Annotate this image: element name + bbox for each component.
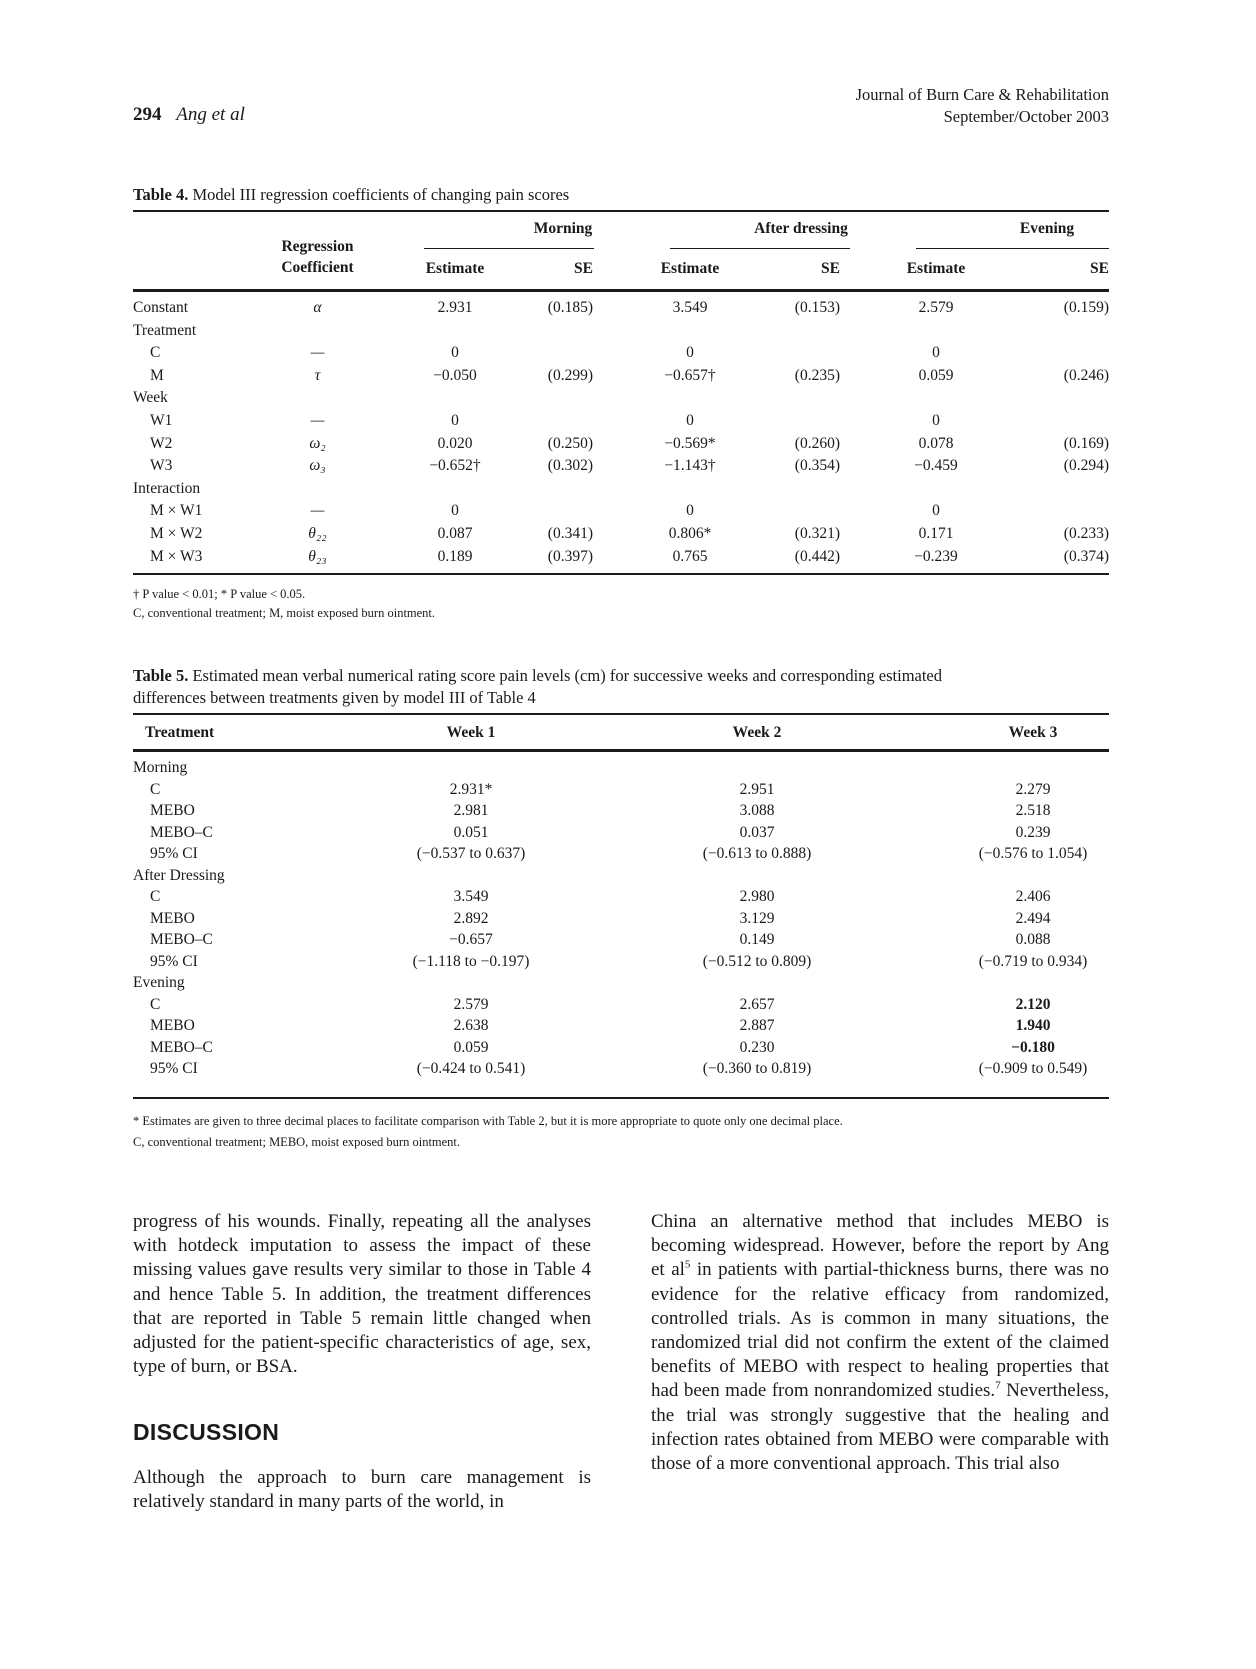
- table4-se-header: SE: [574, 260, 593, 277]
- row-label: Interaction: [133, 479, 201, 497]
- coef-header-line2: Coefficient: [281, 259, 354, 276]
- body-paragraph-right: [651, 1210, 1109, 1476]
- table4-estimate-header: Estimate: [906, 260, 966, 277]
- week2-cell: 3.129: [739, 909, 775, 927]
- table5-header-rule: [133, 749, 1109, 752]
- after-dressing-underline: [670, 248, 850, 249]
- table-row: [133, 367, 1109, 389]
- week1-cell: 2.931*: [449, 780, 493, 798]
- estimate-cell: 2.931: [437, 299, 473, 316]
- estimate-cell: 0: [932, 344, 940, 362]
- estimate-cell: 0: [451, 412, 459, 429]
- table4-top-rule: [133, 210, 1109, 212]
- week3-cell: 2.518: [1015, 802, 1051, 819]
- table4-group-evening: Evening: [1019, 220, 1075, 237]
- coefficient-symbol: —: [310, 344, 325, 362]
- body-right-column: [651, 1210, 1109, 1476]
- estimate-cell: 3.549: [672, 299, 708, 316]
- estimate-cell: −0.239: [914, 547, 958, 565]
- week3-cell: (−0.719 to 0.934): [978, 952, 1088, 970]
- evening-underline: [916, 248, 1109, 249]
- estimate-cell: −0.652†: [429, 457, 481, 475]
- se-cell: (0.294): [1063, 457, 1109, 475]
- week3-cell: (−0.576 to 1.054): [978, 845, 1088, 862]
- row-label: 95% CI: [150, 845, 198, 862]
- table4-se-header: SE: [1090, 260, 1109, 277]
- row-label: M × W3: [150, 547, 203, 565]
- row-label: M: [150, 366, 164, 384]
- estimate-cell: −0.459: [914, 457, 958, 475]
- estimate-cell: −0.050: [433, 366, 477, 384]
- row-label: W2: [150, 434, 173, 452]
- table-row: [133, 867, 1109, 889]
- estimate-cell: 0.059: [918, 366, 954, 384]
- right-text-c: Nevertheless, the trial was strongly suggestive that the healing and infection rates obtained from MEBO were comparable with those of a more conventional approach. This trial also: [651, 1380, 1109, 1475]
- table-row: [133, 299, 1109, 321]
- table5-bottom-rule: [133, 1097, 1109, 1099]
- coefficient-symbol: —: [310, 502, 325, 520]
- estimate-cell: 0.171: [918, 525, 954, 542]
- row-label: 95% CI: [150, 952, 198, 970]
- row-label: MEBO: [150, 1017, 195, 1034]
- table-row: [133, 1060, 1109, 1082]
- table-row: [133, 845, 1109, 867]
- coefficient-symbol: ω₃: [309, 457, 326, 475]
- row-label: C: [150, 995, 161, 1013]
- table-row: [133, 996, 1109, 1018]
- table-row: [133, 824, 1109, 846]
- week1-cell: 2.579: [453, 995, 489, 1013]
- estimate-cell: −1.143†: [664, 457, 716, 475]
- table4-estimate-header: Estimate: [660, 260, 720, 277]
- estimate-cell: 0: [686, 412, 694, 429]
- se-cell: (0.321): [794, 525, 840, 542]
- page-number: 294: [133, 104, 162, 125]
- row-label: Evening: [133, 974, 185, 991]
- row-label: Week: [133, 389, 168, 407]
- week2-cell: 3.088: [739, 802, 775, 819]
- table-row: [133, 1039, 1109, 1061]
- se-cell: (0.354): [794, 457, 840, 475]
- week2-cell: 0.149: [739, 931, 775, 948]
- row-label: MEBO: [150, 909, 195, 927]
- body-left-column-discussion: [133, 1466, 591, 1514]
- week2-cell: (−0.512 to 0.809): [702, 952, 812, 970]
- running-authors: Ang et al: [176, 104, 245, 125]
- week3-cell: 2.120: [1015, 995, 1051, 1013]
- row-label: M × W2: [150, 525, 203, 542]
- week3-cell: (−0.909 to 0.549): [978, 1060, 1088, 1077]
- week2-cell: (−0.613 to 0.888): [702, 845, 812, 862]
- week2-cell: 2.887: [739, 1017, 775, 1034]
- table-row: [133, 931, 1109, 953]
- table4-footnote-significance: † P value < 0.01; * P value < 0.05.: [133, 587, 306, 601]
- se-cell: (0.341): [547, 525, 593, 542]
- table5-caption: [133, 665, 942, 709]
- table-row: [133, 1017, 1109, 1039]
- coefficient-symbol: τ: [314, 366, 321, 384]
- journal-issue: September/October 2003: [943, 107, 1109, 126]
- table4-estimate-header: Estimate: [425, 260, 485, 277]
- estimate-cell: 0.078: [918, 434, 954, 452]
- estimate-cell: 2.579: [918, 299, 954, 316]
- week3-cell: 2.279: [1015, 780, 1051, 798]
- estimate-cell: 0.020: [437, 434, 473, 452]
- week2-cell: 2.951: [739, 780, 775, 798]
- coefficient-symbol: α: [313, 299, 322, 316]
- table-row: [133, 525, 1109, 547]
- table5-header-week2: Week 2: [732, 724, 782, 741]
- table-row: [133, 435, 1109, 457]
- table-row: [133, 974, 1109, 996]
- week2-cell: 2.657: [739, 995, 775, 1013]
- table-row: [133, 910, 1109, 932]
- body-paragraph-results: progress of his wounds. Finally, repeating all the analyses with hotdeck imputation to assess the impact of these missing values gave results very similar to those in Table 4 and hence Table 5. In addition, the treatment differences that are reported in Table 5 remain little changed when adjusted for the patient-specific characteristics of age, sex, type of burn, or BSA.: [133, 1211, 591, 1378]
- row-label: MEBO–C: [150, 1038, 213, 1056]
- row-label: C: [150, 780, 161, 798]
- table5-caption-line2: differences between treatments given by model III of Table 4: [133, 688, 536, 707]
- table-row: [133, 502, 1109, 524]
- row-label: Treatment: [133, 321, 197, 339]
- week2-cell: 0.037: [739, 823, 775, 841]
- row-label: Constant: [133, 299, 189, 316]
- estimate-cell: 0.189: [437, 547, 473, 565]
- se-cell: (0.169): [1063, 434, 1109, 452]
- estimate-cell: 0: [451, 502, 459, 520]
- week1-cell: 3.549: [453, 888, 489, 905]
- row-label: MEBO–C: [150, 823, 213, 841]
- table-row: [133, 781, 1109, 803]
- estimate-cell: 0: [686, 502, 694, 520]
- row-label: MEBO–C: [150, 931, 213, 948]
- estimate-cell: 0.806*: [668, 525, 712, 542]
- table-row: [133, 953, 1109, 975]
- morning-underline: [424, 248, 594, 249]
- estimate-cell: 0: [451, 344, 459, 362]
- se-cell: (0.250): [547, 434, 593, 452]
- table-row: [133, 548, 1109, 570]
- table-row: [133, 344, 1109, 366]
- table4-footnote-abbrev: C, conventional treatment; M, moist exposed burn ointment.: [133, 606, 436, 620]
- table4-group-after-dressing: After dressing: [754, 220, 848, 237]
- table-row: [133, 412, 1109, 434]
- estimate-cell: 0.087: [437, 525, 473, 542]
- table5-header-week3: Week 3: [1008, 724, 1058, 741]
- row-label: W3: [150, 457, 173, 475]
- week1-cell: −0.657: [449, 931, 493, 948]
- week1-cell: 2.892: [453, 909, 489, 927]
- table4-coef-header: [255, 236, 380, 278]
- table5-footnote-decimals: * Estimates are given to three decimal places to facilitate comparison with Table 2, but it is more appropriate to quote only one decimal place.: [133, 1114, 843, 1128]
- week1-cell: (−0.537 to 0.637): [416, 845, 526, 862]
- table4-header-rule: [133, 289, 1109, 292]
- row-label: 95% CI: [150, 1060, 198, 1077]
- table5-label: Table 5.: [133, 666, 189, 685]
- table-row: [133, 802, 1109, 824]
- coefficient-symbol: θ₂₂: [308, 525, 327, 542]
- table4-group-morning: Morning: [533, 220, 593, 237]
- week3-cell: −0.180: [1011, 1038, 1055, 1056]
- table4-label: Table 4.: [133, 185, 189, 204]
- section-heading-discussion: DISCUSSION: [133, 1419, 280, 1445]
- se-cell: (0.442): [794, 547, 840, 565]
- table5-top-rule: [133, 713, 1109, 715]
- week3-cell: 0.239: [1015, 823, 1051, 841]
- week3-cell: 2.406: [1015, 888, 1051, 905]
- page-header-left: [133, 104, 245, 126]
- se-cell: (0.374): [1063, 547, 1109, 565]
- right-text-b: in patients with partial-thickness burns, there was no evidence for the relative efficacy from randomized, controlled trials. As is common in many situations, the randomized trial did not confirm the extent of the claimed benefits of MEBO with respect to healing properties that had been made from nonrandomized studies.: [651, 1259, 1109, 1402]
- row-label: After Dressing: [133, 866, 225, 884]
- week2-cell: 0.230: [739, 1038, 775, 1056]
- table-row: [133, 480, 1109, 502]
- row-label: Morning: [133, 759, 188, 776]
- table4-bottom-rule: [133, 573, 1109, 575]
- row-label: M × W1: [150, 502, 203, 520]
- row-label: C: [150, 888, 161, 905]
- week1-cell: (−0.424 to 0.541): [416, 1060, 526, 1077]
- coefficient-symbol: θ₂₃: [308, 547, 327, 565]
- week2-cell: 2.980: [739, 888, 775, 905]
- se-cell: (0.302): [547, 457, 593, 475]
- se-cell: (0.235): [794, 366, 840, 384]
- se-cell: (0.397): [547, 547, 593, 565]
- week3-cell: 0.088: [1015, 931, 1051, 948]
- table5-header-week1: Week 1: [446, 724, 496, 741]
- citation-5[interactable]: 5: [684, 1259, 691, 1272]
- citation-7[interactable]: 7: [995, 1380, 1001, 1393]
- estimate-cell: −0.657†: [664, 366, 716, 384]
- right-text-a: China an alternative method that includes MEBO is becoming widespread. However, before the report by Ang et al: [651, 1211, 1109, 1281]
- table-row: [133, 759, 1109, 781]
- week1-cell: (−1.118 to −0.197): [412, 952, 530, 970]
- week1-cell: 0.059: [453, 1038, 489, 1056]
- table5-footnote-abbrev: C, conventional treatment; MEBO, moist exposed burn ointment.: [133, 1135, 461, 1149]
- coef-header-line1: Regression: [281, 238, 354, 255]
- week2-cell: (−0.360 to 0.819): [702, 1060, 812, 1077]
- row-label: MEBO: [150, 802, 195, 819]
- coefficient-symbol: —: [310, 412, 325, 429]
- table-row: [133, 888, 1109, 910]
- table-row: [133, 322, 1109, 344]
- se-cell: (0.153): [794, 299, 840, 316]
- table-row: [133, 389, 1109, 411]
- se-cell: (0.299): [547, 366, 593, 384]
- estimate-cell: 0.765: [672, 547, 708, 565]
- row-label: W1: [150, 412, 173, 429]
- page-header-right: [856, 84, 1109, 128]
- estimate-cell: 0: [686, 344, 694, 362]
- table4-caption-text: Model III regression coefficients of changing pain scores: [192, 185, 570, 204]
- week1-cell: 2.638: [453, 1017, 489, 1034]
- se-cell: (0.233): [1063, 525, 1109, 542]
- body-left-column: [133, 1210, 591, 1379]
- row-label: C: [150, 344, 161, 362]
- week1-cell: 2.981: [453, 802, 489, 819]
- table4-se-header: SE: [821, 260, 840, 277]
- se-cell: (0.246): [1063, 366, 1109, 384]
- table5-caption-line1: Estimated mean verbal numerical rating score pain levels (cm) for successive weeks and corresponding estimated: [192, 666, 943, 685]
- table-row: [133, 457, 1109, 479]
- table4-caption: [133, 184, 569, 206]
- week3-cell: 1.940: [1015, 1017, 1051, 1034]
- table5-header-treatment: Treatment: [145, 724, 215, 741]
- week1-cell: 0.051: [453, 823, 489, 841]
- se-cell: (0.260): [794, 434, 840, 452]
- estimate-cell: −0.569*: [664, 434, 716, 452]
- week3-cell: 2.494: [1015, 909, 1051, 927]
- se-cell: (0.185): [547, 299, 593, 316]
- se-cell: (0.159): [1063, 299, 1109, 316]
- estimate-cell: 0: [932, 412, 940, 429]
- coefficient-symbol: ω₂: [309, 434, 326, 452]
- estimate-cell: 0: [932, 502, 940, 520]
- body-paragraph-discussion: Although the approach to burn care management is relatively standard in many parts of the world, in: [133, 1467, 591, 1513]
- journal-title: Journal of Burn Care & Rehabilitation: [855, 85, 1109, 104]
